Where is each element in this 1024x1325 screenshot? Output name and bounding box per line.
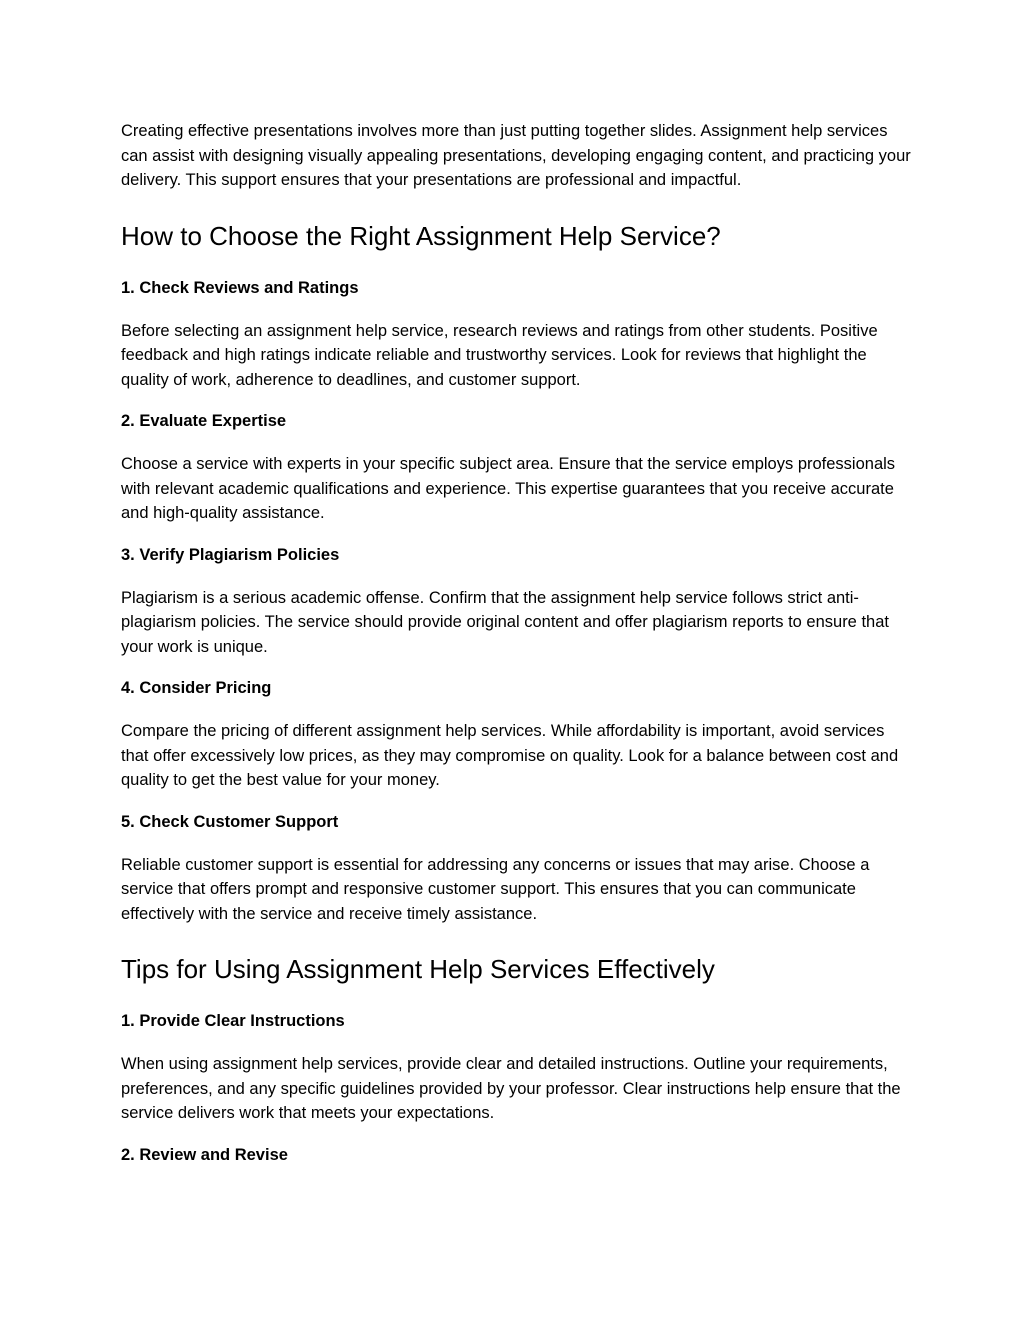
subheading-verify-plagiarism: 3. Verify Plagiarism Policies bbox=[121, 545, 340, 564]
paragraph-check-reviews: Before selecting an assignment help service, research reviews and ratings from other students. Positive feedback and high ratings indicate reliable and trustworthy services. Look for reviews that highlight the quality of work, adherence to deadlines, and customer support. bbox=[121, 321, 878, 389]
subheading-review-revise: 2. Review and Revise bbox=[121, 1145, 288, 1164]
section-heading-tips: Tips for Using Assignment Help Services Effectively bbox=[121, 954, 715, 984]
paragraph-evaluate-expertise: Choose a service with experts in your specific subject area. Ensure that the service employs professionals with relevant academic qualifications and experience. This expertise guarantees that you receive accurate and high-quality assistance. bbox=[121, 455, 896, 522]
subheading-check-reviews: 1. Check Reviews and Ratings bbox=[121, 278, 359, 297]
paragraph-verify-plagiarism: Plagiarism is a serious academic offense. Confirm that the assignment help service follows strict anti-plagiarism policies. The service should provide original content and offer plagiarism reports to ensure that your work is unique. bbox=[121, 588, 889, 656]
subheading-evaluate-expertise: 2. Evaluate Expertise bbox=[121, 412, 287, 430]
section-heading-choose: How to Choose the Right Assignment Help Service? bbox=[121, 220, 721, 251]
intro-paragraph: Creating effective presentations involves more than just putting together slides. Assignment help services can assist with designing visually appealing presentations, developing engaging content, and practicing your delivery. This support ensures that your presentations are professional and impactful. bbox=[121, 122, 911, 189]
paragraph-customer-support: Reliable customer support is essential for addressing any concerns or issues that may arise. Choose a service that offers prompt and responsive customer support. This ensures that you can communicate effectively with the service and receive timely assistance. bbox=[121, 855, 870, 923]
paragraph-clear-instructions: When using assignment help services, provide clear and detailed instructions. Outline your requirements, preferences, and any specific guidelines provided by your professor. Clear instructions help ensure that the service delivers work that meets your expectations. bbox=[121, 1055, 901, 1122]
document-page bbox=[121, 119, 911, 1166]
subheading-clear-instructions: 1. Provide Clear Instructions bbox=[121, 1012, 345, 1030]
subheading-customer-support: 5. Check Customer Support bbox=[121, 812, 339, 831]
paragraph-consider-pricing: Compare the pricing of different assignment help services. While affordability is important, avoid services that offer excessively low prices, as they may compromise on quality. Look for a balance between cost and quality to get the best value for your money. bbox=[121, 722, 899, 789]
subheading-consider-pricing: 4. Consider Pricing bbox=[121, 679, 272, 697]
